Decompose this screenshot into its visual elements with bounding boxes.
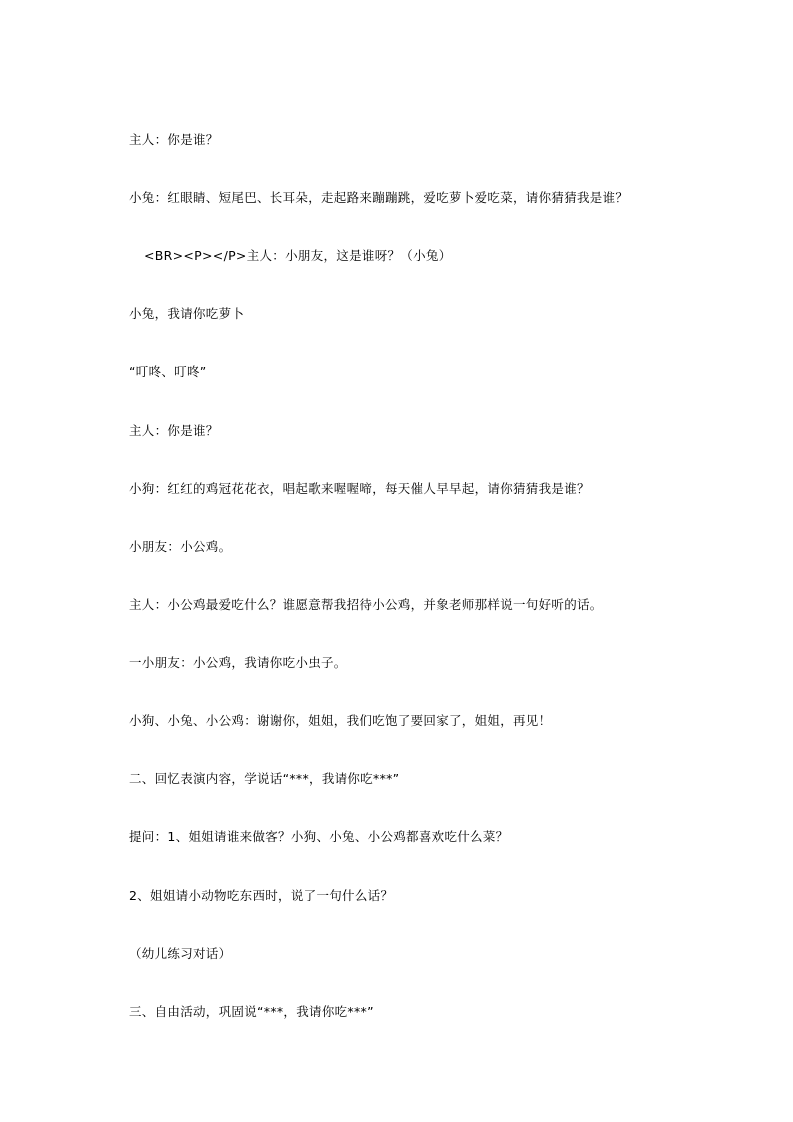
paragraph-rabbit-carrot: 小兔，我请你吃萝卜 <box>129 306 245 321</box>
paragraph-question-2: 2、姐姐请小动物吃东西时，说了一句什么话？ <box>129 888 394 903</box>
paragraph-host-rooster-food: 主人：小公鸡最爱吃什么？谁愿意帮我招待小公鸡，并象老师那样说一句好听的话。 <box>129 597 603 612</box>
paragraph-animals-farewell: 小狗、小兔、小公鸡：谢谢你，姐姐，我们吃饱了要回家了，姐姐，再见！ <box>129 713 552 728</box>
paragraph-host-question-1: 主人：你是谁？ <box>129 132 219 147</box>
paragraph-doorbell: “叮咚、叮咚” <box>129 364 207 379</box>
paragraph-rabbit-riddle: 小兔：红眼睛、短尾巴、长耳朵，走起路来蹦蹦跳，爱吃萝卜爱吃菜，请你猜猜我是谁？ <box>129 190 629 205</box>
paragraph-children-answer: 小朋友：小公鸡。 <box>129 539 232 554</box>
paragraph-practice-note: （幼儿练习对话） <box>129 946 232 961</box>
paragraph-host-question-2: 主人：你是谁？ <box>129 423 219 438</box>
paragraph-question-1: 提问：1、姐姐请谁来做客？小狗、小兔、小公鸡都喜欢吃什么菜？ <box>129 829 509 844</box>
section-three-heading: 三、自由活动，巩固说“***，我请你吃***” <box>129 1004 374 1019</box>
paragraph-rooster-riddle: 小狗：红红的鸡冠花花衣，唱起歌来喔喔啼，每天催人早早起，请你猜猜我是谁？ <box>129 481 590 496</box>
paragraph-host-ask-children: <BR><P></P>主人：小朋友，这是谁呀？（小兔） <box>144 248 452 263</box>
section-two-heading: 二、回忆表演内容，学说话“***，我请你吃***” <box>129 771 400 786</box>
paragraph-child-offers-bug: 一小朋友：小公鸡，我请你吃小虫子。 <box>129 655 347 670</box>
